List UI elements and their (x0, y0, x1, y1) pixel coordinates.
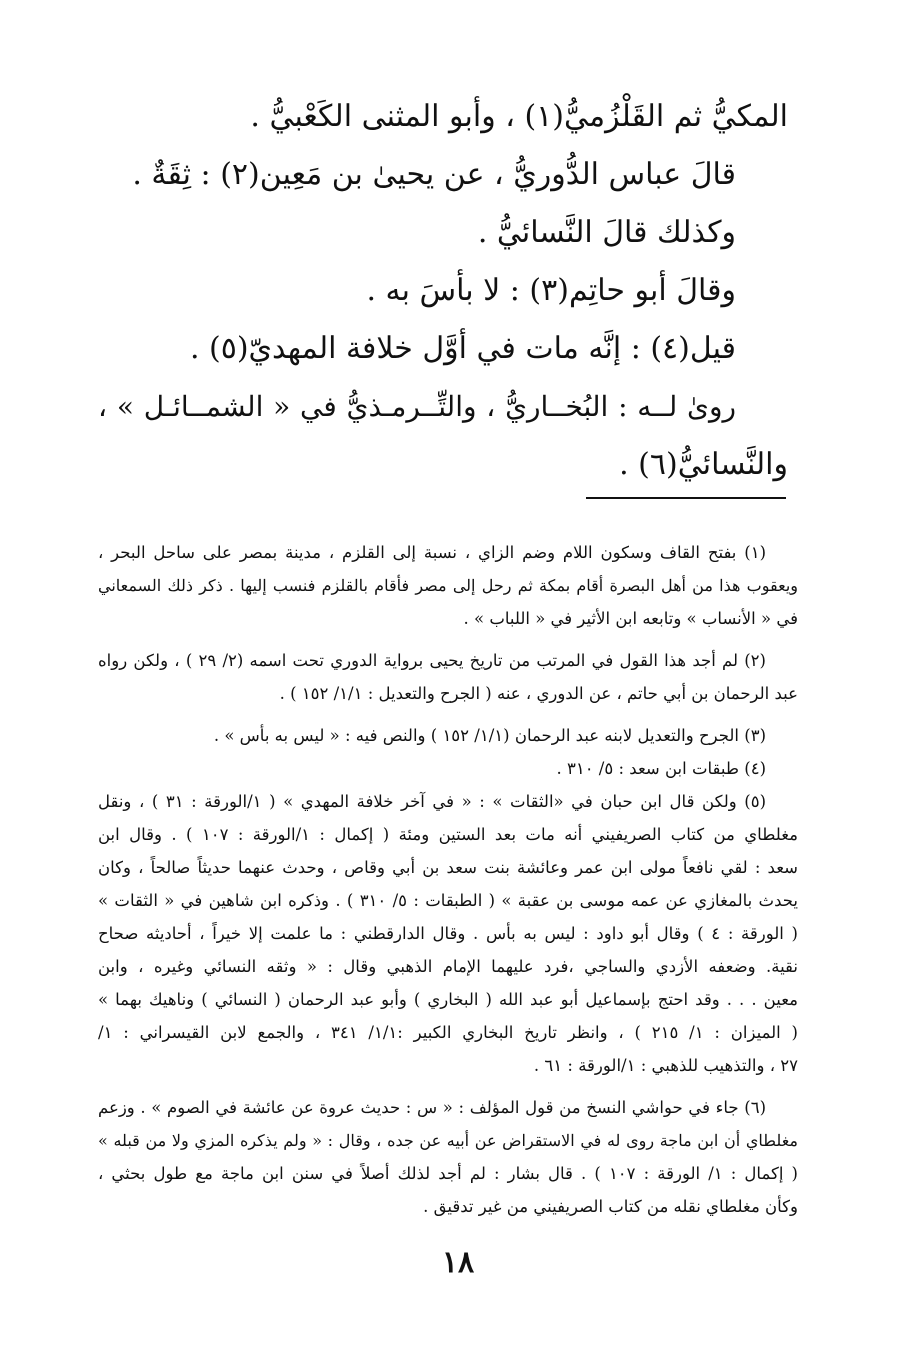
footnotes-section (98, 536, 798, 1232)
footnote-line: ( إكمال : ١/ الورقة : ١٠٧ ) . قال بشار : لم أجد لذلك أصلاً في سنن ابن ماجة مع طول بحثي ، (98, 1164, 798, 1183)
footnote-1 (98, 536, 798, 635)
footnote-line: يحدث بالمغازي عن عمه موسى بن عقبة » ( الطبقات : ٥/ ٣١٠ ) . وذكره ابن شاهين في « الثقات » (98, 891, 798, 910)
footnote-6 (98, 1091, 798, 1223)
footnote-line: (٢) لم أجد هذا القول في المرتب من تاريخ يحيى برواية الدوري تحت اسمه (٢/ ٢٩ ) ، ولكن رواه (98, 651, 766, 670)
footnote-line: في « الأنساب » وتابعه ابن الأثير في « اللباب » . (463, 609, 798, 628)
footnote-line: (٣) الجرح والتعديل لابنه عبد الرحمان (١/١/ ١٥٢ ) والنص فيه : « ليس به بأس » . (213, 726, 766, 745)
footnote-separator-rule (586, 497, 786, 499)
footnote-line: ٢٧ ، والتذهيب للذهبي : ١/الورقة : ٦١ . (533, 1056, 798, 1075)
footnote-line: (٥) ولكن قال ابن حبان في «الثقات » : « في آخر خلافة المهدي » ( ١/الورقة : ٣١ ) ، ونقل (98, 792, 766, 811)
footnote-line: ( الميزان : ١/ ٢١٥ ) ، وانظر تاريخ البخاري الكبير :١/١/ ٣٤١ ، والجمع لابن القيسراني : ١/ (98, 1023, 798, 1042)
main-body-text (98, 88, 788, 494)
footnote-5 (98, 785, 798, 1082)
footnote-line: (١) بفتح القاف وسكون اللام وضم الزاي ، نسبة إلى القلزم ، مدينة بمصر على ساحل البحر ، (98, 543, 766, 562)
footnote-3 (98, 719, 798, 752)
main-text-line: قالَ عباس الدُّوريُّ ، عن يحيىٰ بن مَعِين(٢) : ثِقَةٌ . (132, 157, 736, 192)
footnote-line: (٤) طبقات ابن سعد : ٥/ ٣١٠ . (556, 759, 766, 778)
main-text-line: وقالَ أبو حاتِم(٣) : لا بأسَ به . (366, 273, 736, 308)
footnote-line: وكأن مغلطاي نقله من كتاب الصريفيني من غير تدقيق . (423, 1197, 798, 1216)
footnote-4 (98, 752, 798, 785)
footnote-line: (٦) جاء في حواشي النسخ من قول المؤلف : « س : حديث عروة عن عائشة في الصوم » . وزعم (98, 1098, 766, 1117)
footnote-line: عبد الرحمان بن أبي حاتم ، عن الدوري ، عنه ( الجرح والتعديل : ١/١/ ١٥٢ ) . (279, 684, 798, 703)
footnote-line: ( الورقة : ٤ ) وقال أبو داود : ليس به بأس . وقال الدارقطني : ما علمت إلا خيراً ، أحاديثه صحاح (98, 924, 798, 943)
footnote-line: سعد : لقي نافعاً مولى ابن عمر وعائشة بنت سعد بن أبي وقاص ، وحدث عنهما حديثاً صالحاً ، وكان (98, 858, 798, 877)
footnote-line: مغلطاي من كتاب الصريفيني أنه مات بعد الستين ومئة ( إكمال : ١/الورقة : ١٠٧ ) . وقال ابن (98, 825, 798, 844)
footnote-2 (98, 644, 798, 710)
main-text-line: المكيُّ ثم القَلْزُميُّ(١) ، وأبو المثنى الكَعْبيُّ . (250, 99, 788, 134)
main-text-line: والنَّسائيُّ(٦) . (619, 447, 788, 482)
footnote-line: ويعقوب هذا من أهل البصرة أقام بمكة ثم رحل إلى مصر فأقام بالقلزم فنسب إليها . ذكر ذلك السمعاني (98, 576, 798, 595)
page-number: ١٨ (441, 1245, 475, 1280)
main-text-line: وكذلك قالَ النَّسائيُّ . (477, 215, 736, 250)
footnote-line: معين . . . وقد احتج بإسماعيل أبو عبد الله ( البخاري ) وأبو عبد الرحمان ( النسائي ) وناهيك بهما » (98, 990, 798, 1009)
footnote-line: نقية. وضعفه الأزدي والساجي ،فرد عليهما الإمام الذهبي وقال : « وثقه النسائي وغيره ، وابن (98, 957, 798, 976)
main-text-line: قيل(٤) : إنَّه مات في أوَّل خلافة المهديّ(٥) . (189, 331, 736, 366)
main-text-line: روىٰ لــه : البُخــاريُّ ، والتِّــرمـذيُّ في « الشمــائـل » ، (98, 390, 736, 423)
footnote-line: مغلطاي أن ابن ماجة روى له في الاستقراض عن أبيه عن جده ، وقال : « ولم يذكره المزي ولا من قبله » (98, 1131, 799, 1150)
